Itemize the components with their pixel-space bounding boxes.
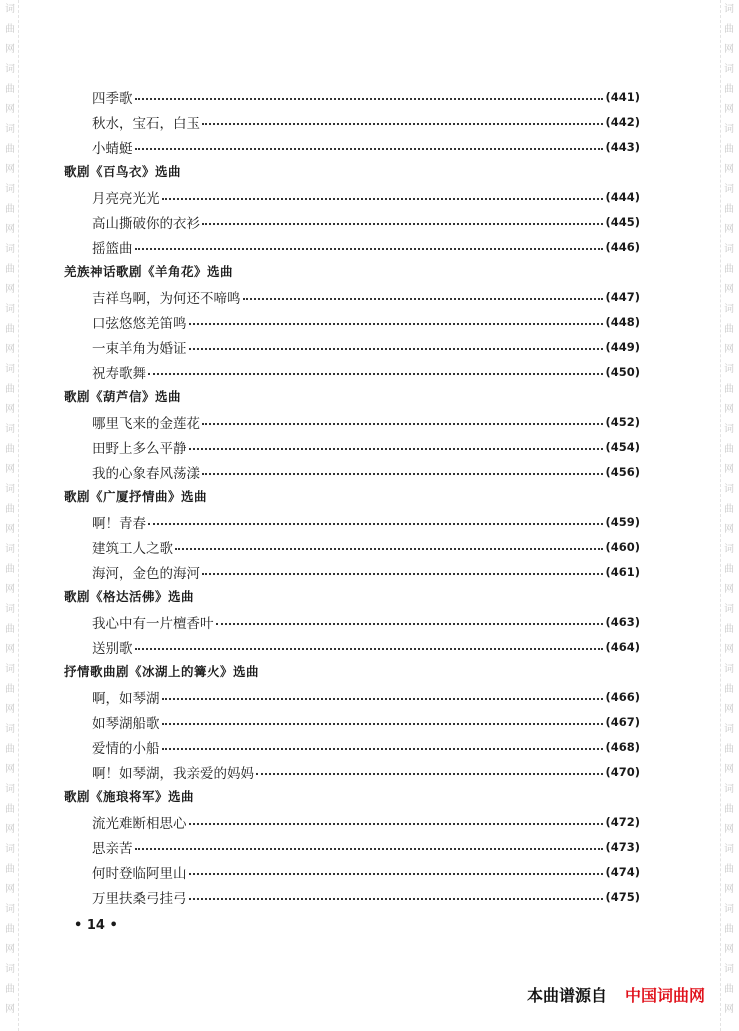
entry-page: (467) [605, 714, 640, 729]
watermark-group [5, 180, 15, 240]
entry-title: 田野上多么平静 [92, 440, 187, 457]
entry-title: 建筑工人之歌 [92, 540, 173, 557]
toc-entry[interactable] [64, 684, 640, 709]
dot-leader [135, 148, 604, 150]
toc-entry[interactable] [64, 609, 640, 634]
watermark-char: 词 [5, 364, 15, 375]
entry-title: 海河，金色的海河 [92, 565, 200, 582]
entry-title: 四季歌 [92, 90, 133, 107]
watermark-char: 网 [724, 104, 734, 115]
entry-title: 哪里飞来的金莲花 [92, 415, 200, 432]
watermark-group [724, 0, 734, 60]
toc-entry[interactable] [64, 509, 640, 534]
watermark-char: 词 [724, 364, 734, 375]
watermark-char: 词 [724, 244, 734, 255]
watermark-char: 曲 [724, 564, 734, 575]
entry-page: (450) [605, 364, 640, 379]
entry-title: 小蜻蜓 [92, 140, 133, 157]
watermark-char: 词 [724, 124, 734, 135]
watermark-char: 曲 [5, 84, 15, 95]
watermark-char: 曲 [724, 984, 734, 995]
watermark-char: 词 [5, 724, 15, 735]
watermark-char: 网 [5, 464, 15, 475]
watermark-group [5, 300, 15, 360]
watermark-char: 曲 [724, 444, 734, 455]
watermark-group [724, 360, 734, 420]
toc-entry[interactable] [64, 109, 640, 134]
watermark-char: 网 [724, 344, 734, 355]
dot-leader [135, 98, 604, 100]
watermark-char: 网 [5, 644, 15, 655]
watermark-char: 网 [724, 824, 734, 835]
entry-title: 流光难断相思心 [92, 815, 187, 832]
dot-leader [189, 448, 604, 450]
watermark-char: 网 [724, 764, 734, 775]
entry-page: (454) [605, 439, 640, 454]
source-note [527, 983, 705, 1006]
watermark-char: 曲 [724, 924, 734, 935]
watermark-char: 网 [724, 44, 734, 55]
entry-page: (444) [605, 189, 640, 204]
watermark-char: 网 [724, 944, 734, 955]
section-heading: 歌剧《广厦抒情曲》选曲 [64, 489, 208, 504]
watermark-char: 曲 [724, 384, 734, 395]
watermark-char: 词 [5, 904, 15, 915]
dot-leader [256, 773, 603, 775]
watermark-char: 网 [5, 704, 15, 715]
watermark-char: 曲 [5, 624, 15, 635]
entry-title: 爱情的小船 [92, 740, 160, 757]
watermark-char: 词 [724, 484, 734, 495]
entry-title: 啊，如琴湖 [92, 690, 160, 707]
watermark-char: 网 [724, 524, 734, 535]
dot-leader [243, 298, 604, 300]
watermark-char: 网 [5, 584, 15, 595]
entry-title: 啊！如琴湖，我亲爱的妈妈 [92, 765, 254, 782]
watermark-char: 曲 [724, 204, 734, 215]
watermark-char: 网 [5, 764, 15, 775]
entry-title: 祝寿歌舞 [92, 365, 146, 382]
toc-entry[interactable] [64, 634, 640, 659]
section-heading: 羌族神话歌剧《羊角花》选曲 [64, 264, 234, 279]
watermark-char: 词 [724, 544, 734, 555]
watermark-char: 词 [724, 604, 734, 615]
watermark-group [5, 420, 15, 480]
watermark-char: 网 [724, 1004, 734, 1015]
watermark-char: 网 [5, 44, 15, 55]
watermark-char: 曲 [5, 564, 15, 575]
watermark-char: 曲 [5, 864, 15, 875]
entry-page: (445) [605, 214, 640, 229]
entry-title: 送别歌 [92, 640, 133, 657]
watermark-group [5, 600, 15, 660]
entry-page: (464) [605, 639, 640, 654]
watermark-group [724, 960, 734, 1020]
watermark-group [724, 180, 734, 240]
watermark-char: 网 [724, 404, 734, 415]
toc-entry[interactable] [64, 234, 640, 259]
watermark-group [724, 120, 734, 180]
watermark-group [5, 780, 15, 840]
watermark-char: 词 [5, 64, 15, 75]
watermark-char: 词 [5, 484, 15, 495]
watermark-char: 词 [5, 124, 15, 135]
dot-leader [135, 848, 604, 850]
dot-leader [202, 473, 603, 475]
watermark-char: 曲 [5, 924, 15, 935]
toc-entry[interactable] [64, 284, 640, 309]
dot-leader [189, 898, 604, 900]
watermark-char: 词 [724, 664, 734, 675]
watermark-char: 曲 [5, 984, 15, 995]
dot-leader [189, 823, 604, 825]
watermark-char: 曲 [5, 324, 15, 335]
dot-leader [135, 648, 604, 650]
watermark-group [5, 540, 15, 600]
watermark-char: 词 [724, 964, 734, 975]
watermark-char: 网 [5, 284, 15, 295]
watermark-char: 曲 [724, 864, 734, 875]
entry-page: (442) [605, 114, 640, 129]
dot-leader [202, 123, 603, 125]
entry-title: 如琴湖船歌 [92, 715, 160, 732]
toc-entry[interactable] [64, 859, 640, 884]
toc-entry[interactable] [64, 884, 640, 909]
watermark-group [5, 480, 15, 540]
watermark-char: 词 [5, 544, 15, 555]
toc-entry[interactable] [64, 359, 640, 384]
toc-entry[interactable] [64, 184, 640, 209]
watermark-char: 网 [5, 884, 15, 895]
toc-entry[interactable] [64, 834, 640, 859]
watermark-char: 网 [724, 224, 734, 235]
watermark-group [5, 660, 15, 720]
watermark-char: 曲 [5, 144, 15, 155]
watermark-group [5, 840, 15, 900]
toc-entry[interactable] [64, 409, 640, 434]
entry-title: 高山撕破你的衣衫 [92, 215, 200, 232]
source-note-brand[interactable]: 中国词曲网 [624, 986, 705, 1005]
entry-title: 吉祥鸟啊，为何还不啼鸣 [92, 290, 241, 307]
source-note-prefix: 本曲谱源自 [526, 986, 607, 1005]
dot-leader [175, 548, 603, 550]
dot-leader [202, 223, 603, 225]
watermark-char: 曲 [724, 24, 734, 35]
watermark-group [5, 240, 15, 300]
watermark-char: 词 [5, 304, 15, 315]
watermark-char: 词 [724, 904, 734, 915]
watermark-char: 曲 [5, 384, 15, 395]
watermark-char: 网 [5, 344, 15, 355]
entry-title: 我心中有一片檀香叶 [92, 615, 214, 632]
entry-page: (447) [605, 289, 640, 304]
table-of-contents [64, 84, 640, 909]
entry-page: (452) [605, 414, 640, 429]
watermark-char: 词 [724, 724, 734, 735]
entry-page: (448) [605, 314, 640, 329]
watermark-char: 网 [724, 644, 734, 655]
entry-title: 啊！青春 [92, 515, 146, 532]
entry-page: (470) [605, 764, 640, 779]
entry-title: 我的心象春风荡漾 [92, 465, 200, 482]
section-heading: 歌剧《百鸟衣》选曲 [64, 164, 182, 179]
dot-leader [202, 423, 603, 425]
watermark-char: 词 [724, 304, 734, 315]
dot-leader [148, 523, 603, 525]
watermark-group [724, 300, 734, 360]
dot-leader [162, 198, 604, 200]
watermark-char: 曲 [5, 24, 15, 35]
toc-entry[interactable] [64, 734, 640, 759]
entry-page: (459) [605, 514, 640, 529]
watermark-char: 曲 [5, 744, 15, 755]
watermark-group [724, 240, 734, 300]
watermark-char: 网 [724, 884, 734, 895]
watermark-group [724, 900, 734, 960]
dot-leader [202, 573, 603, 575]
watermark-char: 网 [724, 464, 734, 475]
watermark-char: 词 [724, 784, 734, 795]
watermark-char: 网 [724, 284, 734, 295]
watermark-char: 词 [724, 424, 734, 435]
watermark-char: 网 [5, 404, 15, 415]
toc-entry[interactable] [64, 434, 640, 459]
dot-leader [162, 723, 604, 725]
watermark-char: 词 [5, 784, 15, 795]
dot-leader [135, 248, 604, 250]
watermark-char: 词 [5, 184, 15, 195]
watermark-char: 网 [724, 704, 734, 715]
watermark-char: 词 [724, 4, 734, 15]
watermark-char: 曲 [5, 804, 15, 815]
watermark-group [5, 0, 15, 60]
entry-page: (456) [605, 464, 640, 479]
entry-page: (474) [605, 864, 640, 879]
dot-leader [148, 373, 603, 375]
dot-leader [189, 323, 604, 325]
watermark-char: 网 [5, 524, 15, 535]
watermark-char: 网 [724, 584, 734, 595]
watermark-group [724, 720, 734, 780]
entry-title: 万里扶桑弓挂弓 [92, 890, 187, 907]
entry-page: (449) [605, 339, 640, 354]
toc-entry[interactable] [64, 309, 640, 334]
watermark-strip-right [720, 0, 737, 1031]
watermark-group [724, 660, 734, 720]
watermark-char: 词 [5, 844, 15, 855]
watermark-char: 网 [5, 944, 15, 955]
entry-page: (468) [605, 739, 640, 754]
watermark-char: 词 [724, 64, 734, 75]
entry-title: 口弦悠悠羌笛鸣 [92, 315, 187, 332]
entry-page: (443) [605, 139, 640, 154]
watermark-char: 词 [724, 844, 734, 855]
watermark-char: 曲 [5, 264, 15, 275]
entry-page: (475) [605, 889, 640, 904]
watermark-char: 曲 [5, 204, 15, 215]
entry-page: (461) [605, 564, 640, 579]
entry-title: 月亮亮光光 [92, 190, 160, 207]
watermark-group [724, 780, 734, 840]
watermark-char: 词 [724, 184, 734, 195]
watermark-char: 网 [5, 104, 15, 115]
watermark-char: 曲 [724, 324, 734, 335]
watermark-group [724, 540, 734, 600]
watermark-group [724, 840, 734, 900]
watermark-char: 词 [5, 664, 15, 675]
watermark-char: 网 [5, 164, 15, 175]
toc-entry[interactable] [64, 559, 640, 584]
watermark-char: 网 [724, 164, 734, 175]
watermark-char: 曲 [724, 264, 734, 275]
watermark-char: 曲 [724, 744, 734, 755]
entry-page: (460) [605, 539, 640, 554]
watermark-char: 曲 [724, 504, 734, 515]
watermark-char: 曲 [5, 504, 15, 515]
watermark-char: 网 [5, 824, 15, 835]
toc-entry[interactable] [64, 709, 640, 734]
watermark-group [5, 360, 15, 420]
toc-entry[interactable] [64, 534, 640, 559]
watermark-char: 曲 [724, 684, 734, 695]
watermark-char: 网 [5, 1004, 15, 1015]
entry-page: (466) [605, 689, 640, 704]
entry-title: 秋水，宝石，白玉 [92, 115, 200, 132]
dot-leader [162, 698, 604, 700]
toc-entry[interactable] [64, 134, 640, 159]
watermark-group [5, 60, 15, 120]
dot-leader [189, 873, 604, 875]
watermark-char: 曲 [5, 444, 15, 455]
watermark-group [5, 720, 15, 780]
entry-page: (441) [605, 89, 640, 104]
toc-entry[interactable] [64, 334, 640, 359]
watermark-group [5, 900, 15, 960]
toc-entry[interactable] [64, 209, 640, 234]
entry-page: (446) [605, 239, 640, 254]
toc-entry[interactable] [64, 459, 640, 484]
dot-leader [216, 623, 604, 625]
section-heading: 歌剧《葫芦信》选曲 [64, 389, 182, 404]
section-heading: 歌剧《格达活佛》选曲 [64, 589, 195, 604]
section-heading: 歌剧《施琅将军》选曲 [64, 789, 195, 804]
watermark-char: 曲 [724, 84, 734, 95]
toc-entry[interactable] [64, 759, 640, 784]
toc-entry[interactable] [64, 809, 640, 834]
watermark-group [724, 420, 734, 480]
entry-title: 一束羊角为婚证 [92, 340, 187, 357]
entry-page: (473) [605, 839, 640, 854]
watermark-char: 曲 [724, 624, 734, 635]
watermark-char: 曲 [724, 144, 734, 155]
watermark-char: 词 [5, 4, 15, 15]
watermark-char: 词 [5, 604, 15, 615]
entry-title: 何时登临阿里山 [92, 865, 187, 882]
entry-page: (463) [605, 614, 640, 629]
watermark-strip-left [2, 0, 19, 1031]
section-heading: 抒情歌曲剧《冰湖上的篝火》选曲 [64, 664, 260, 679]
entry-title: 摇篮曲 [92, 240, 133, 257]
watermark-char: 网 [5, 224, 15, 235]
watermark-char: 词 [5, 424, 15, 435]
watermark-char: 词 [5, 964, 15, 975]
watermark-group [5, 120, 15, 180]
watermark-char: 曲 [5, 684, 15, 695]
watermark-group [724, 480, 734, 540]
watermark-group [724, 600, 734, 660]
watermark-char: 曲 [724, 804, 734, 815]
toc-entry[interactable] [64, 84, 640, 109]
watermark-group [724, 60, 734, 120]
entry-title: 思亲苦 [92, 840, 133, 857]
dot-leader [162, 748, 604, 750]
watermark-char: 词 [5, 244, 15, 255]
dot-leader [189, 348, 604, 350]
watermark-group [5, 960, 15, 1020]
entry-page: (472) [605, 814, 640, 829]
page-number: • 14 • [74, 918, 118, 933]
